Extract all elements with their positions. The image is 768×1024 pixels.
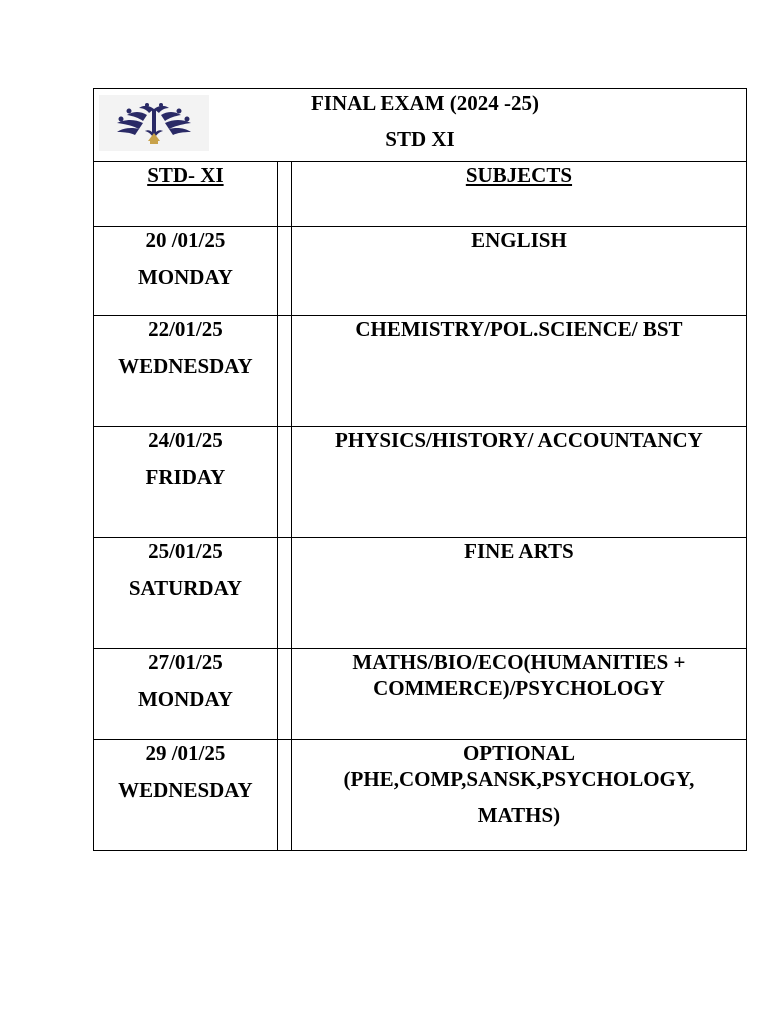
exam-subject: ENGLISH xyxy=(471,228,567,252)
table-row xyxy=(94,649,747,740)
date-cell xyxy=(94,649,278,740)
column-header-row xyxy=(94,162,747,227)
subjects-column-header xyxy=(291,162,746,227)
std-header-label: STD- XI xyxy=(147,163,224,187)
exam-subject-optional-end: MATHS) xyxy=(477,803,561,827)
exam-title: FINAL EXAM (2024 -25) xyxy=(310,91,540,115)
table-row xyxy=(94,538,747,649)
exam-subject: CHEMISTRY/POL.SCIENCE/ BST xyxy=(355,317,683,341)
date-cell xyxy=(94,740,278,851)
exam-subject: PHYSICS/HISTORY/ ACCOUNTANCY xyxy=(335,428,703,452)
exam-subtitle: STD XI xyxy=(385,127,455,151)
date-cell xyxy=(94,538,278,649)
exam-subject: MATHS/BIO/ECO(HUMANITIES + COMMERCE)/PSYCHOLOGY xyxy=(352,650,686,700)
exam-date: 25/01/25 xyxy=(148,539,223,563)
spacer-cell xyxy=(277,649,291,740)
table-row xyxy=(94,316,747,427)
spacer-cell xyxy=(277,162,291,227)
exam-date: 27/01/25 xyxy=(148,650,223,674)
exam-day: WEDNESDAY xyxy=(118,354,253,378)
date-cell xyxy=(94,227,278,316)
spacer-cell xyxy=(277,538,291,649)
exam-date: 24/01/25 xyxy=(148,428,223,452)
exam-day: SATURDAY xyxy=(128,576,243,600)
table-row xyxy=(94,740,747,851)
date-cell xyxy=(94,316,278,427)
spacer-cell xyxy=(277,740,291,851)
header-row xyxy=(94,89,747,162)
exam-day: WEDNESDAY xyxy=(118,778,253,802)
table-row xyxy=(94,227,747,316)
exam-schedule-sheet xyxy=(93,88,747,851)
table-row xyxy=(94,427,747,538)
std-column-header xyxy=(94,162,278,227)
exam-date: 22/01/25 xyxy=(148,317,223,341)
subject-cell xyxy=(291,538,746,649)
subject-cell xyxy=(291,427,746,538)
subject-cell xyxy=(291,316,746,427)
subject-cell xyxy=(291,227,746,316)
exam-day: FRIDAY xyxy=(145,465,226,489)
exam-schedule-table xyxy=(93,88,747,851)
date-cell xyxy=(94,427,278,538)
spacer-cell xyxy=(277,316,291,427)
subjects-header-label: SUBJECTS xyxy=(465,163,573,187)
exam-subject: FINE ARTS xyxy=(464,539,574,563)
exam-day: MONDAY xyxy=(137,265,233,289)
spacer-cell xyxy=(277,427,291,538)
exam-date: 29 /01/25 xyxy=(145,741,226,765)
exam-day: MONDAY xyxy=(137,687,233,711)
header-cell xyxy=(94,89,747,162)
exam-subject-optional: OPTIONAL (PHE,COMP,SANSK,PSYCHOLOGY, xyxy=(343,741,695,791)
subject-cell xyxy=(291,649,746,740)
spacer-cell xyxy=(277,227,291,316)
exam-date: 20 /01/25 xyxy=(145,228,226,252)
subject-cell xyxy=(291,740,746,851)
